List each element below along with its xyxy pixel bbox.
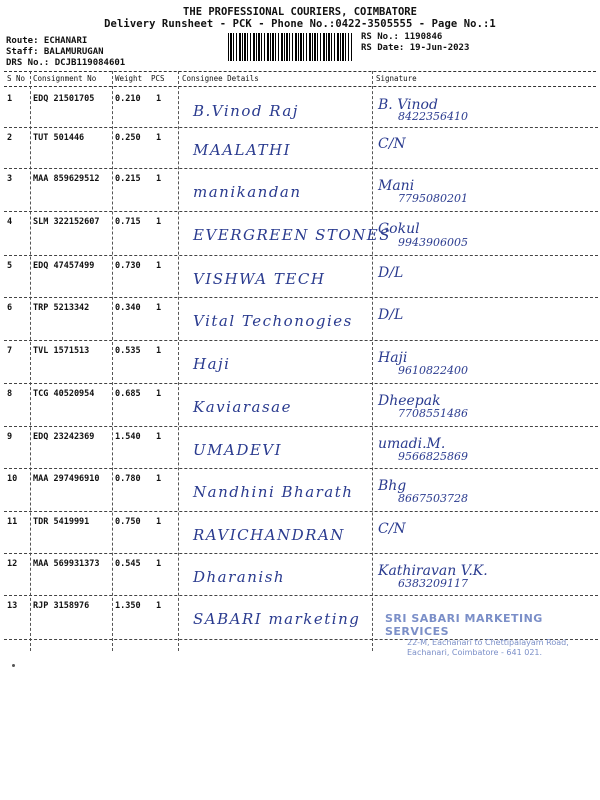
- row-weight: 0.340: [115, 303, 141, 313]
- row-pieces: 1: [156, 517, 162, 527]
- row-signature: C/N: [378, 136, 406, 152]
- table-row: [0, 428, 600, 470]
- row-serial-number: 12: [7, 559, 18, 569]
- row-separator: [4, 255, 598, 256]
- col-pcs-header: PCS: [151, 74, 165, 83]
- row-serial-number: 10: [7, 474, 18, 484]
- table-row: [0, 342, 600, 385]
- row-pieces: 1: [156, 261, 162, 271]
- company-stamp: [385, 612, 580, 658]
- row-separator: [4, 511, 598, 512]
- row-separator: [4, 468, 598, 469]
- table-row: [0, 555, 600, 597]
- row-consignment-number: MAA 859629512: [33, 174, 100, 184]
- row-consignee-name: Nandhini Bharath: [193, 483, 354, 501]
- row-consignment-number: EDQ 21501705: [33, 94, 95, 104]
- row-signature: Mani: [378, 178, 415, 194]
- row-receiver-phone: 9943906005: [398, 236, 468, 249]
- table-row: [0, 513, 600, 555]
- row-serial-number: 9: [7, 432, 13, 442]
- row-pieces: 1: [156, 217, 162, 227]
- staff-label: Staff: BALAMURUGAN: [6, 47, 104, 57]
- row-weight: 0.210: [115, 94, 141, 104]
- row-receiver-phone: 9610822400: [398, 364, 468, 377]
- drs-label: DRS No.: DCJB119084601: [6, 58, 126, 68]
- rs-date: RS Date: 19-Jun-2023: [361, 43, 470, 53]
- row-consignee-name: RAVICHANDRAN: [193, 526, 345, 544]
- table-row: [0, 213, 600, 257]
- barcode-image: [228, 33, 352, 61]
- row-consignment-number: SLM 322152607: [33, 217, 100, 227]
- row-pieces: 1: [156, 346, 162, 356]
- row-signature: Kathiravan V.K.: [378, 563, 488, 579]
- stamp-address-line-1: 22-M, Eachanari to Chettipalayam Road,: [407, 638, 569, 647]
- row-receiver-phone: 8667503728: [398, 492, 468, 505]
- row-consignee-name: UMADEVI: [193, 441, 283, 459]
- row-pieces: 1: [156, 559, 162, 569]
- row-serial-number: 11: [7, 517, 18, 527]
- row-pieces: 1: [156, 601, 162, 611]
- row-serial-number: 6: [7, 303, 13, 313]
- row-receiver-phone: 8422356410: [398, 110, 468, 123]
- row-signature: D/L: [378, 307, 404, 323]
- row-signature: umadi.M.: [378, 436, 446, 452]
- row-consignment-number: MAA 569931373: [33, 559, 100, 569]
- row-weight: 1.540: [115, 432, 141, 442]
- table-row: [0, 257, 600, 299]
- row-pieces: 1: [156, 303, 162, 313]
- row-separator: [4, 595, 598, 596]
- document-subtitle: Delivery Runsheet - PCK - Phone No.:0422-3505555 - Page No.:1: [104, 18, 496, 30]
- row-receiver-phone: 9566825869: [398, 450, 468, 463]
- col-consignee-header: Consignee Details: [182, 74, 259, 83]
- row-pieces: 1: [156, 174, 162, 184]
- row-signature: C/N: [378, 521, 406, 537]
- row-weight: 0.780: [115, 474, 141, 484]
- row-consignment-number: EDQ 23242369: [33, 432, 95, 442]
- row-signature: Dheepak: [378, 393, 441, 409]
- row-serial-number: 8: [7, 389, 13, 399]
- table-row: [0, 470, 600, 513]
- page-mark: [12, 664, 15, 667]
- row-weight: 0.715: [115, 217, 141, 227]
- row-consignee-name: VISHWA TECH: [193, 270, 326, 288]
- table-row: [0, 129, 600, 170]
- row-serial-number: 3: [7, 174, 13, 184]
- row-consignment-number: TRP 5213342: [33, 303, 90, 313]
- table-row: [0, 299, 600, 342]
- col-signature-header: Signature: [376, 74, 417, 83]
- row-pieces: 1: [156, 133, 162, 143]
- table-row: [0, 170, 600, 213]
- row-pieces: 1: [156, 474, 162, 484]
- row-separator: [4, 297, 598, 298]
- runsheet-meta-right: [361, 32, 469, 54]
- row-receiver-phone: 7795080201: [398, 192, 468, 205]
- row-receiver-phone: 7708551486: [398, 407, 468, 420]
- row-consignment-number: RJP 3158976: [33, 601, 90, 611]
- row-separator: [4, 340, 598, 341]
- row-consignee-name: Vital Techonogies: [193, 312, 353, 330]
- row-serial-number: 13: [7, 601, 18, 611]
- stamp-company-name: SRI SABARI MARKETING SERVICES: [385, 612, 543, 638]
- row-weight: 0.545: [115, 559, 141, 569]
- row-weight: 0.215: [115, 174, 141, 184]
- row-receiver-phone: 6383209117: [398, 577, 468, 590]
- row-signature: Bhg: [378, 478, 407, 494]
- row-pieces: 1: [156, 432, 162, 442]
- col-weight-header: Weight: [115, 74, 143, 83]
- row-consignee-name: Kaviarasae: [193, 398, 292, 416]
- row-consignment-number: TVL 1571513: [33, 346, 90, 356]
- row-consignment-number: TUT 501446: [33, 133, 85, 143]
- row-consignee-name: Haji: [193, 355, 231, 373]
- row-weight: 0.730: [115, 261, 141, 271]
- row-consignee-name: B.Vinod Raj: [193, 102, 299, 120]
- row-weight: 1.350: [115, 601, 141, 611]
- row-consignee-name: manikandan: [193, 183, 302, 201]
- row-serial-number: 2: [7, 133, 13, 143]
- row-separator: [4, 211, 598, 212]
- row-signature: D/L: [378, 265, 404, 281]
- row-consignment-number: TDR 5419991: [33, 517, 90, 527]
- row-signature: B. Vinod: [378, 97, 438, 113]
- row-consignee-name: Dharanish: [193, 568, 286, 586]
- row-separator: [4, 168, 598, 169]
- row-weight: 0.535: [115, 346, 141, 356]
- row-pieces: 1: [156, 389, 162, 399]
- col-sno-header: S No: [7, 74, 26, 83]
- row-serial-number: 5: [7, 261, 13, 271]
- table-row: [0, 90, 600, 129]
- row-serial-number: 1: [7, 94, 13, 104]
- row-weight: 0.685: [115, 389, 141, 399]
- runsheet-meta-left: [6, 36, 125, 69]
- row-weight: 0.250: [115, 133, 141, 143]
- row-weight: 0.750: [115, 517, 141, 527]
- table-header-border: [4, 86, 596, 87]
- row-separator: [4, 553, 598, 554]
- rs-number: RS No.: 1190846: [361, 32, 443, 42]
- col-consignment-header: Consignment No: [33, 74, 97, 83]
- row-consignment-number: EDQ 47457499: [33, 261, 95, 271]
- route-label: Route: ECHANARI: [6, 36, 88, 46]
- table-row: [0, 385, 600, 428]
- row-separator: [4, 426, 598, 427]
- table-top-border: [4, 71, 596, 72]
- row-consignee-name: MAALATHI: [193, 141, 292, 159]
- row-consignment-number: TCG 40520954: [33, 389, 95, 399]
- row-signature: Gokul: [378, 221, 420, 237]
- row-separator: [4, 383, 598, 384]
- row-signature: Haji: [378, 350, 408, 366]
- row-consignment-number: MAA 297496910: [33, 474, 100, 484]
- row-pieces: 1: [156, 94, 162, 104]
- document-title: THE PROFESSIONAL COURIERS, COIMBATORE: [183, 6, 417, 18]
- row-consignee-name: EVERGREEN STONES: [193, 226, 392, 244]
- stamp-address-line-2: Eachanari, Coimbatore - 641 021.: [407, 648, 543, 657]
- row-separator: [4, 127, 598, 128]
- row-serial-number: 4: [7, 217, 13, 227]
- row-consignee-name: SABARI marketing: [193, 610, 361, 628]
- row-serial-number: 7: [7, 346, 13, 356]
